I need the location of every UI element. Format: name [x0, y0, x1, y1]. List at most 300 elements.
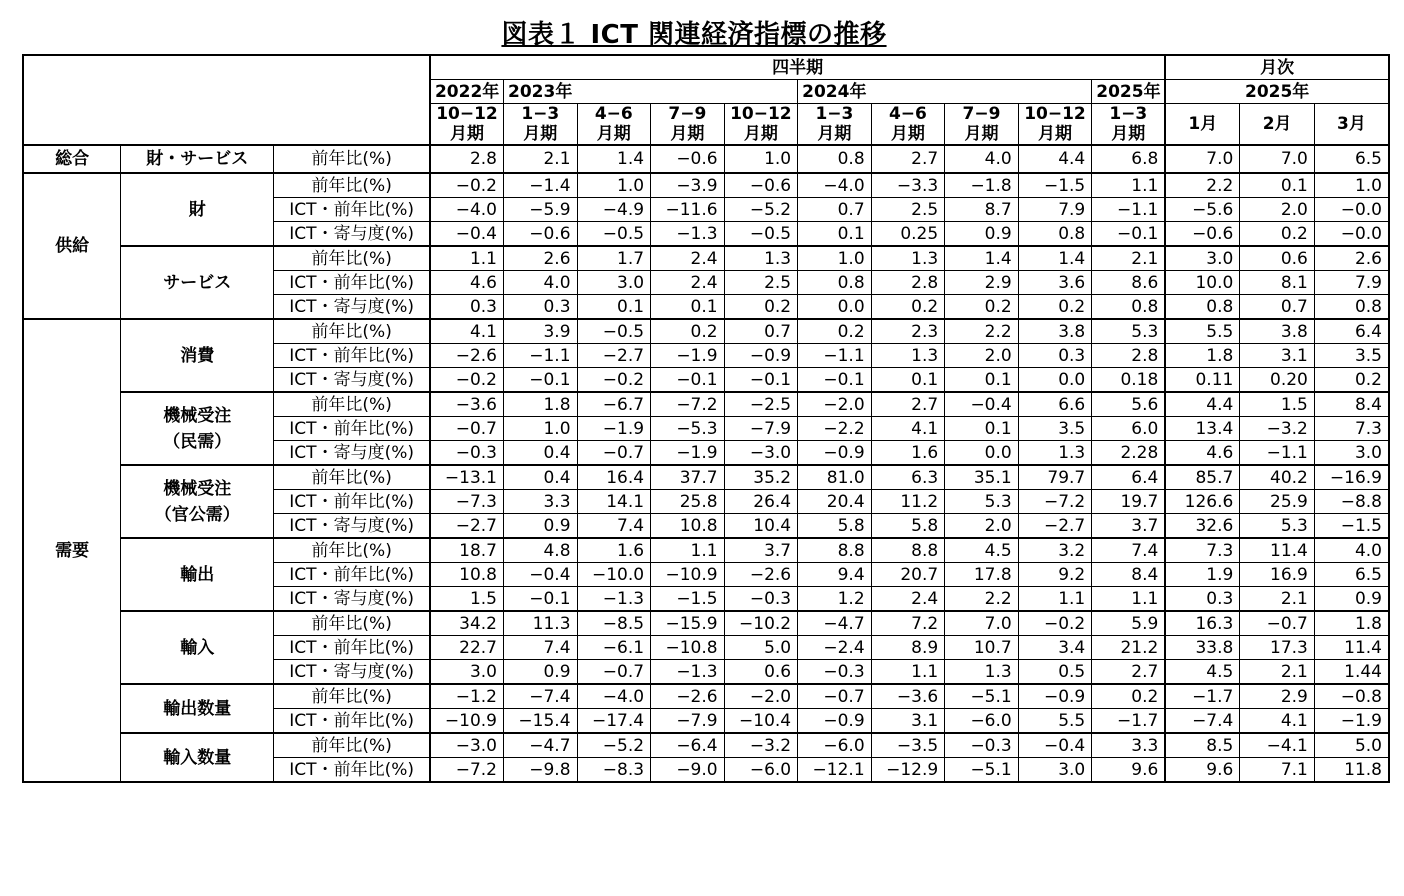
value-cell: 6.8: [1092, 145, 1166, 173]
value-cell: 1.44: [1314, 660, 1389, 685]
value-cell: 6.0: [1092, 417, 1166, 441]
value-cell: 35.2: [724, 465, 798, 490]
value-cell: 5.8: [871, 514, 945, 539]
value-cell: 18.7: [430, 538, 504, 563]
table-header: [23, 55, 1389, 145]
value-cell: 0.6: [724, 660, 798, 685]
value-cell: 4.1: [430, 319, 504, 344]
value-cell: 10.0: [1165, 271, 1240, 295]
value-cell: 1.5: [430, 587, 504, 612]
value-cell: 0.9: [1314, 587, 1389, 612]
value-cell: −7.2: [651, 392, 725, 417]
value-cell: −7.9: [724, 417, 798, 441]
value-cell: 1.9: [1165, 563, 1240, 587]
value-cell: 10.7: [945, 636, 1019, 660]
value-cell: −0.5: [577, 319, 651, 344]
value-cell: 2.2: [945, 587, 1019, 612]
value-cell: 5.0: [724, 636, 798, 660]
value-cell: 3.6: [1018, 271, 1092, 295]
value-cell: 2.6: [504, 246, 578, 271]
value-cell: 13.4: [1165, 417, 1240, 441]
value-cell: −1.9: [1314, 709, 1389, 734]
value-cell: 7.1: [1240, 758, 1315, 783]
value-cell: −1.3: [651, 660, 725, 685]
value-cell: 0.25: [871, 222, 945, 247]
value-cell: 3.2: [1018, 538, 1092, 563]
value-cell: −7.3: [430, 490, 504, 514]
value-cell: 2.1: [504, 145, 578, 173]
value-cell: 0.4: [504, 465, 578, 490]
value-cell: 7.9: [1314, 271, 1389, 295]
value-cell: −12.1: [798, 758, 872, 783]
value-cell: 0.3: [1018, 344, 1092, 368]
value-cell: 8.4: [1314, 392, 1389, 417]
value-cell: −0.7: [1240, 611, 1315, 636]
value-cell: −7.2: [1018, 490, 1092, 514]
value-cell: −6.1: [577, 636, 651, 660]
value-cell: 1.1: [1092, 173, 1166, 198]
row-label: ICT・前年比(%): [274, 758, 430, 783]
value-cell: 1.7: [577, 246, 651, 271]
value-cell: 0.9: [945, 222, 1019, 247]
value-cell: 34.2: [430, 611, 504, 636]
value-cell: −0.2: [430, 173, 504, 198]
row-label: ICT・前年比(%): [274, 709, 430, 734]
value-cell: −3.6: [871, 684, 945, 709]
value-cell: −0.4: [504, 563, 578, 587]
value-cell: 25.9: [1240, 490, 1315, 514]
row-label: ICT・寄与度(%): [274, 222, 430, 247]
value-cell: −5.1: [945, 758, 1019, 783]
value-cell: −3.2: [724, 733, 798, 758]
value-cell: 2.7: [1092, 660, 1166, 685]
value-cell: 2.1: [1092, 246, 1166, 271]
section-label: 機械受注 （民需）: [121, 392, 274, 465]
value-cell: 2.8: [871, 271, 945, 295]
period-header: [504, 104, 578, 146]
value-cell: 7.4: [504, 636, 578, 660]
value-cell: −0.1: [504, 368, 578, 393]
value-cell: −3.5: [871, 733, 945, 758]
value-cell: −0.9: [798, 709, 872, 734]
value-cell: 1.3: [724, 246, 798, 271]
value-cell: 2.3: [871, 319, 945, 344]
value-cell: 126.6: [1165, 490, 1240, 514]
value-cell: −0.5: [577, 222, 651, 247]
value-cell: 7.0: [1165, 145, 1240, 173]
value-cell: 81.0: [798, 465, 872, 490]
month-header: 1月: [1165, 104, 1240, 146]
value-cell: 3.0: [1314, 441, 1389, 466]
value-cell: −0.9: [724, 344, 798, 368]
value-cell: −3.3: [871, 173, 945, 198]
value-cell: 32.6: [1165, 514, 1240, 539]
indicator-table-wrapper: [22, 54, 1390, 783]
value-cell: 5.9: [1092, 611, 1166, 636]
value-cell: 2.0: [945, 344, 1019, 368]
row-label: 前年比(%): [274, 319, 430, 344]
row-label: ICT・前年比(%): [274, 636, 430, 660]
value-cell: −8.5: [577, 611, 651, 636]
table-row: [23, 392, 1389, 417]
table-row: [23, 319, 1389, 344]
value-cell: −17.4: [577, 709, 651, 734]
value-cell: 2.8: [1092, 344, 1166, 368]
row-label: 前年比(%): [274, 465, 430, 490]
value-cell: −0.2: [430, 368, 504, 393]
value-cell: 6.4: [1314, 319, 1389, 344]
value-cell: 0.0: [945, 441, 1019, 466]
value-cell: −0.7: [430, 417, 504, 441]
value-cell: 0.8: [1018, 222, 1092, 247]
value-cell: 0.5: [1018, 660, 1092, 685]
value-cell: −4.0: [577, 684, 651, 709]
value-cell: −6.0: [724, 758, 798, 783]
value-cell: 2.5: [724, 271, 798, 295]
value-cell: −1.5: [651, 587, 725, 612]
year-header: 2024年: [798, 80, 1092, 104]
value-cell: 9.4: [798, 563, 872, 587]
value-cell: −0.6: [651, 145, 725, 173]
period-unit: 月期: [743, 124, 778, 144]
value-cell: 0.1: [798, 222, 872, 247]
value-cell: 0.1: [651, 295, 725, 320]
value-cell: 5.5: [1165, 319, 1240, 344]
period-header: [798, 104, 872, 146]
value-cell: 37.7: [651, 465, 725, 490]
value-cell: 5.5: [1018, 709, 1092, 734]
value-cell: 1.3: [945, 660, 1019, 685]
value-cell: 4.1: [871, 417, 945, 441]
value-cell: 9.6: [1165, 758, 1240, 783]
value-cell: 1.0: [798, 246, 872, 271]
value-cell: −13.1: [430, 465, 504, 490]
value-cell: 0.7: [798, 198, 872, 222]
row-label: 前年比(%): [274, 538, 430, 563]
value-cell: −5.3: [651, 417, 725, 441]
value-cell: 1.1: [651, 538, 725, 563]
section-label: 輸入数量: [121, 733, 274, 782]
value-cell: −0.7: [798, 684, 872, 709]
value-cell: −3.2: [1240, 417, 1315, 441]
period-range: 10−12: [436, 104, 498, 124]
period-range: 4−6: [888, 104, 927, 124]
row-label: 前年比(%): [274, 684, 430, 709]
period-header: [724, 104, 798, 146]
value-cell: −2.7: [430, 514, 504, 539]
row-label: ICT・寄与度(%): [274, 368, 430, 393]
row-label: ICT・寄与度(%): [274, 295, 430, 320]
value-cell: −1.1: [504, 344, 578, 368]
value-cell: 26.4: [724, 490, 798, 514]
value-cell: −6.4: [651, 733, 725, 758]
value-cell: −3.6: [430, 392, 504, 417]
value-cell: −15.4: [504, 709, 578, 734]
value-cell: −0.4: [1018, 733, 1092, 758]
value-cell: 0.9: [504, 514, 578, 539]
value-cell: −10.0: [577, 563, 651, 587]
value-cell: −1.4: [504, 173, 578, 198]
value-cell: 0.8: [1314, 295, 1389, 320]
value-cell: 2.8: [430, 145, 504, 173]
row-label: 前年比(%): [274, 392, 430, 417]
value-cell: 0.8: [798, 145, 872, 173]
value-cell: −9.8: [504, 758, 578, 783]
row-label: ICT・前年比(%): [274, 344, 430, 368]
value-cell: −2.6: [651, 684, 725, 709]
value-cell: 16.3: [1165, 611, 1240, 636]
section-label: 機械受注 （官公需）: [121, 465, 274, 538]
value-cell: 6.5: [1314, 563, 1389, 587]
value-cell: 11.4: [1314, 636, 1389, 660]
value-cell: 8.1: [1240, 271, 1315, 295]
value-cell: 5.3: [945, 490, 1019, 514]
value-cell: 0.18: [1092, 368, 1166, 393]
value-cell: 1.8: [1314, 611, 1389, 636]
value-cell: −1.1: [798, 344, 872, 368]
value-cell: 3.8: [1018, 319, 1092, 344]
value-cell: −6.7: [577, 392, 651, 417]
value-cell: 0.11: [1165, 368, 1240, 393]
value-cell: −0.2: [577, 368, 651, 393]
value-cell: 7.0: [1240, 145, 1315, 173]
value-cell: −15.9: [651, 611, 725, 636]
value-cell: 11.3: [504, 611, 578, 636]
period-range: 1−3: [521, 104, 560, 124]
value-cell: 0.0: [1018, 368, 1092, 393]
value-cell: 0.4: [504, 441, 578, 466]
table-row: [23, 173, 1389, 198]
value-cell: 2.4: [651, 246, 725, 271]
value-cell: 1.3: [871, 344, 945, 368]
table-body: [23, 145, 1389, 782]
table-row: [23, 145, 1389, 173]
value-cell: 4.5: [1165, 660, 1240, 685]
group-label: 総合: [23, 145, 121, 173]
value-cell: 1.4: [945, 246, 1019, 271]
value-cell: 1.3: [871, 246, 945, 271]
value-cell: 5.3: [1092, 319, 1166, 344]
row-label: ICT・寄与度(%): [274, 441, 430, 466]
value-cell: −3.0: [430, 733, 504, 758]
value-cell: 0.2: [1018, 295, 1092, 320]
value-cell: 8.8: [871, 538, 945, 563]
value-cell: 1.3: [1018, 441, 1092, 466]
value-cell: 8.8: [798, 538, 872, 563]
value-cell: 0.2: [945, 295, 1019, 320]
period-unit: 月期: [1037, 124, 1072, 144]
value-cell: 16.4: [577, 465, 651, 490]
value-cell: 3.0: [1018, 758, 1092, 783]
value-cell: 2.2: [945, 319, 1019, 344]
value-cell: 7.9: [1018, 198, 1092, 222]
value-cell: −0.0: [1314, 222, 1389, 247]
value-cell: 4.4: [1018, 145, 1092, 173]
value-cell: −10.2: [724, 611, 798, 636]
value-cell: 9.2: [1018, 563, 1092, 587]
value-cell: −1.7: [1092, 709, 1166, 734]
value-cell: 2.2: [1165, 173, 1240, 198]
value-cell: 1.0: [577, 173, 651, 198]
value-cell: 0.1: [945, 368, 1019, 393]
row-label: 前年比(%): [274, 145, 430, 173]
value-cell: −0.1: [798, 368, 872, 393]
value-cell: 16.9: [1240, 563, 1315, 587]
period-range: 4−6: [594, 104, 633, 124]
value-cell: −2.0: [724, 684, 798, 709]
section-label: 輸入: [121, 611, 274, 684]
value-cell: −1.2: [430, 684, 504, 709]
value-cell: 5.8: [798, 514, 872, 539]
period-unit: 月期: [523, 124, 558, 144]
value-cell: 2.7: [871, 145, 945, 173]
value-cell: 14.1: [577, 490, 651, 514]
value-cell: 21.2: [1092, 636, 1166, 660]
value-cell: 0.1: [577, 295, 651, 320]
group-label: 需要: [23, 319, 121, 782]
value-cell: −0.1: [651, 368, 725, 393]
value-cell: 0.3: [430, 295, 504, 320]
value-cell: 4.1: [1240, 709, 1315, 734]
value-cell: −0.4: [945, 392, 1019, 417]
period-header: [577, 104, 651, 146]
table-row: [23, 538, 1389, 563]
table-row: [23, 611, 1389, 636]
value-cell: −1.1: [1240, 441, 1315, 466]
value-cell: −2.0: [798, 392, 872, 417]
value-cell: −16.9: [1314, 465, 1389, 490]
value-cell: −0.6: [724, 173, 798, 198]
period-header: [1092, 104, 1166, 146]
value-cell: 25.8: [651, 490, 725, 514]
value-cell: −8.3: [577, 758, 651, 783]
value-cell: 0.20: [1240, 368, 1315, 393]
value-cell: 5.0: [1314, 733, 1389, 758]
value-cell: 3.5: [1314, 344, 1389, 368]
section-label: 輸出: [121, 538, 274, 611]
row-label: ICT・前年比(%): [274, 563, 430, 587]
value-cell: 3.0: [1165, 246, 1240, 271]
value-cell: 1.1: [430, 246, 504, 271]
value-cell: 1.8: [504, 392, 578, 417]
page-title: 図表１ ICT 関連経済指標の推移: [501, 20, 887, 50]
value-cell: 0.2: [724, 295, 798, 320]
value-cell: 8.7: [945, 198, 1019, 222]
year-header: 2022年: [430, 80, 504, 104]
value-cell: 6.3: [871, 465, 945, 490]
value-cell: 0.2: [1092, 684, 1166, 709]
value-cell: 4.4: [1165, 392, 1240, 417]
value-cell: 1.8: [1165, 344, 1240, 368]
value-cell: −2.6: [724, 563, 798, 587]
period-range: 10−12: [1024, 104, 1086, 124]
value-cell: 2.9: [1240, 684, 1315, 709]
value-cell: −5.2: [577, 733, 651, 758]
value-cell: −0.3: [945, 733, 1019, 758]
value-cell: −6.0: [945, 709, 1019, 734]
value-cell: 1.0: [1314, 173, 1389, 198]
value-cell: 10.8: [430, 563, 504, 587]
value-cell: 0.8: [1092, 295, 1166, 320]
value-cell: 2.7: [871, 392, 945, 417]
value-cell: −0.6: [1165, 222, 1240, 247]
value-cell: 4.0: [1314, 538, 1389, 563]
header-corner: [23, 55, 430, 145]
row-label: ICT・前年比(%): [274, 490, 430, 514]
period-header: [430, 104, 504, 146]
value-cell: −8.8: [1314, 490, 1389, 514]
value-cell: −10.4: [724, 709, 798, 734]
value-cell: 85.7: [1165, 465, 1240, 490]
value-cell: −0.8: [1314, 684, 1389, 709]
value-cell: 1.6: [577, 538, 651, 563]
value-cell: −1.5: [1018, 173, 1092, 198]
period-range: 10−12: [730, 104, 792, 124]
value-cell: 33.8: [1165, 636, 1240, 660]
value-cell: 1.6: [871, 441, 945, 466]
value-cell: −1.9: [651, 344, 725, 368]
value-cell: 2.4: [871, 587, 945, 612]
value-cell: 8.6: [1092, 271, 1166, 295]
value-cell: 3.7: [1092, 514, 1166, 539]
value-cell: 35.1: [945, 465, 1019, 490]
table-row: [23, 246, 1389, 271]
value-cell: 19.7: [1092, 490, 1166, 514]
section-label: 財: [121, 173, 274, 246]
period-header: [871, 104, 945, 146]
value-cell: −4.9: [577, 198, 651, 222]
value-cell: −9.0: [651, 758, 725, 783]
value-cell: −2.6: [430, 344, 504, 368]
value-cell: −0.3: [430, 441, 504, 466]
section-label: 消費: [121, 319, 274, 392]
value-cell: −4.1: [1240, 733, 1315, 758]
quarterly-header: 四半期: [430, 55, 1165, 80]
value-cell: 3.1: [1240, 344, 1315, 368]
value-cell: 11.8: [1314, 758, 1389, 783]
value-cell: 2.9: [945, 271, 1019, 295]
value-cell: 3.7: [724, 538, 798, 563]
value-cell: 4.6: [430, 271, 504, 295]
value-cell: 20.4: [798, 490, 872, 514]
value-cell: −0.5: [724, 222, 798, 247]
value-cell: 5.3: [1240, 514, 1315, 539]
value-cell: 0.2: [798, 319, 872, 344]
value-cell: −0.6: [504, 222, 578, 247]
table-row: [23, 465, 1389, 490]
value-cell: −1.9: [577, 417, 651, 441]
value-cell: −0.9: [798, 441, 872, 466]
value-cell: −2.7: [577, 344, 651, 368]
value-cell: −0.7: [577, 660, 651, 685]
value-cell: 1.1: [871, 660, 945, 685]
row-label: 前年比(%): [274, 733, 430, 758]
value-cell: −0.9: [1018, 684, 1092, 709]
value-cell: 2.1: [1240, 660, 1315, 685]
value-cell: 1.1: [1018, 587, 1092, 612]
value-cell: −0.1: [504, 587, 578, 612]
period-unit: 月期: [890, 124, 925, 144]
value-cell: −1.7: [1165, 684, 1240, 709]
value-cell: 2.5: [871, 198, 945, 222]
value-cell: 0.3: [1165, 587, 1240, 612]
value-cell: 0.2: [871, 295, 945, 320]
value-cell: 3.8: [1240, 319, 1315, 344]
value-cell: −7.4: [1165, 709, 1240, 734]
value-cell: 11.2: [871, 490, 945, 514]
row-label: 前年比(%): [274, 173, 430, 198]
value-cell: 6.6: [1018, 392, 1092, 417]
